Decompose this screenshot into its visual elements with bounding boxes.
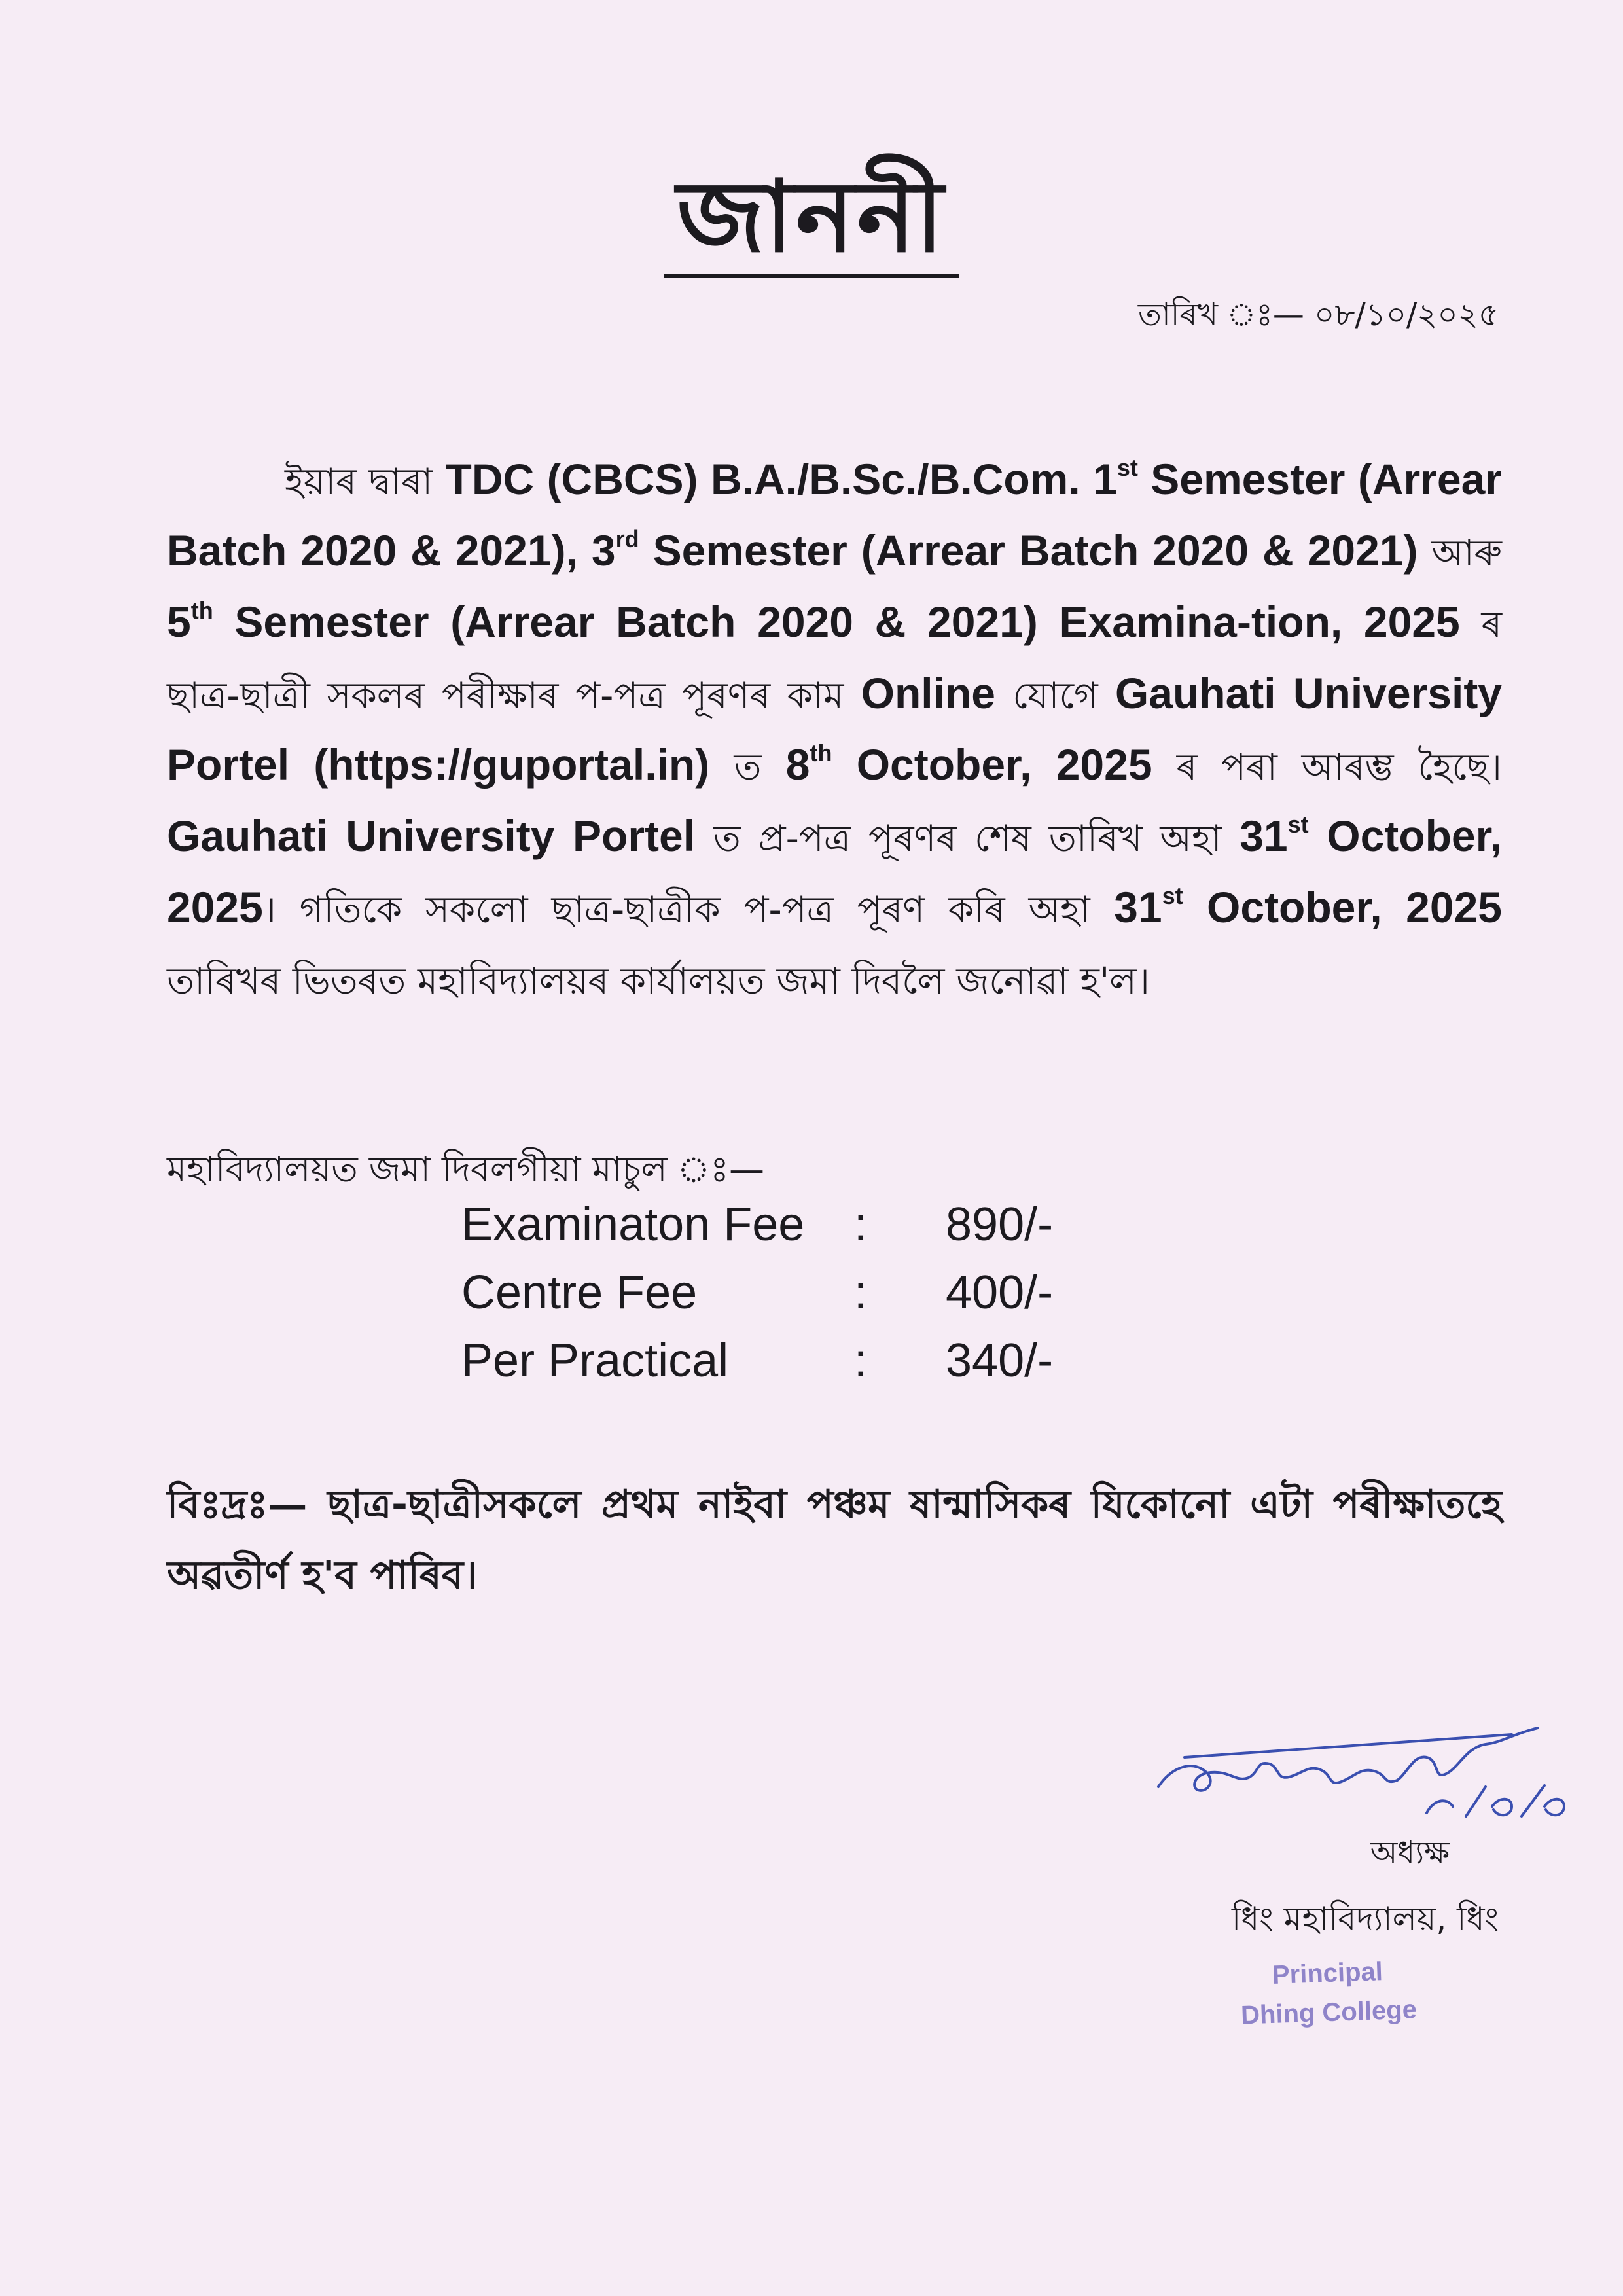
body-sup: th <box>810 740 832 766</box>
fees-heading: মহাবিদ্যালয়ত জমা দিবলগীয়া মাচুল ঃ— <box>167 1149 764 1190</box>
body-text: ত প্ৰ-পত্ৰ পূৰণৰ শেষ তাৰিখ অহা <box>713 817 1222 860</box>
body-sup: st <box>1287 811 1309 838</box>
body-text: আৰু <box>1431 532 1502 575</box>
body-text: ত <box>734 746 762 789</box>
body-semester-3: Semester (Arrear Batch 2020 & 2021) <box>652 526 1418 575</box>
notice-title <box>0 160 1623 278</box>
fee-amount: 340/- <box>946 1335 1054 1387</box>
body-start-date: October, 2025 <box>856 740 1152 789</box>
body-semester-5: Semester (Arrear Batch 2020 & 2021) Examina-tion, 2025 <box>234 598 1460 646</box>
fee-label: Centre Fee <box>461 1266 698 1319</box>
body-course: TDC (CBCS) B.A./B.Sc./B.Com. 1 <box>445 455 1117 503</box>
body-number: 31 <box>1114 883 1162 931</box>
fee-amount: 890/- <box>946 1198 1054 1251</box>
body-number: 8 <box>785 740 810 789</box>
notice-date: তাৰিখ ঃ— ০৮/১০/২০২৫ <box>1137 296 1499 333</box>
body-portal-link: Gauhati University Portel (https://guportal.in) <box>167 669 1502 789</box>
body-submit-date: October, 2025 <box>1207 883 1503 931</box>
body-last-date: October, 2025 <box>167 812 1502 931</box>
body-text: ৰ ছাত্ৰ-ছাত্ৰী সকলৰ পৰীক্ষাৰ প-পত্ৰ পূৰণৰ কাম <box>167 603 1503 717</box>
body-text: । গতিকে সকলো ছাত্ৰ-ছাত্ৰীক প-পত্ৰ পূৰণ কৰি অহা <box>262 889 1090 931</box>
fee-colon: : <box>854 1198 868 1251</box>
notice-body <box>167 445 1502 1016</box>
body-sup: th <box>190 597 213 624</box>
body-sup: st <box>1116 454 1138 481</box>
signature-image <box>1145 1708 1571 1839</box>
signatory-designation: অধ্যক্ষ <box>1370 1835 1450 1871</box>
fee-row <box>461 1198 1116 1266</box>
notice-title-text: জাননী <box>664 164 959 278</box>
fee-label: Per Practical <box>461 1335 729 1387</box>
body-text: তাৰিখৰ ভিতৰত মহাবিদ্যালয়ৰ কাৰ্যালয়ত জমা দিবলৈ জনোৱা হ'ল। <box>167 960 1150 1003</box>
fee-label: Examinaton Fee <box>461 1198 805 1251</box>
body-text: ৰ পৰা আৰম্ভ হৈছে। <box>1176 746 1502 789</box>
fee-colon: : <box>854 1266 868 1319</box>
body-number: 31 <box>1240 812 1288 860</box>
body-online: Online <box>861 669 995 717</box>
fee-amount: 400/- <box>946 1266 1054 1319</box>
body-text: ইয়াৰ দ্বাৰা <box>285 461 433 503</box>
principal-stamp <box>1239 1950 1418 2035</box>
fee-row <box>461 1334 1116 1402</box>
body-semester-1: Semester (Arrear Batch 2020 & 2021), 3 <box>167 455 1502 575</box>
body-portal-name: Gauhati University Portel <box>167 812 696 860</box>
signatory-college: ধিং মহাবিদ্যালয়, ধিং <box>1231 1900 1499 1938</box>
body-number: 5 <box>167 598 191 646</box>
stamp-line: Dhing College <box>1240 1995 1418 2030</box>
notice-note: বিঃদ্ৰঃ— ছাত্ৰ-ছাত্ৰীসকলে প্ৰথম নাইবা পঞ্চম ষান্মাসিকৰ যিকোনো এটা পৰীক্ষাতহে অৱতীৰ্ণ হ'ব পাৰিব। <box>167 1482 1502 1598</box>
stamp-line: Principal <box>1272 1957 1383 1990</box>
body-sup: rd <box>615 526 639 552</box>
fee-colon: : <box>854 1335 868 1387</box>
fees-table <box>461 1198 1116 1402</box>
body-sup: st <box>1162 882 1183 909</box>
body-text: যোগে <box>1012 675 1098 717</box>
fee-row <box>461 1266 1116 1334</box>
